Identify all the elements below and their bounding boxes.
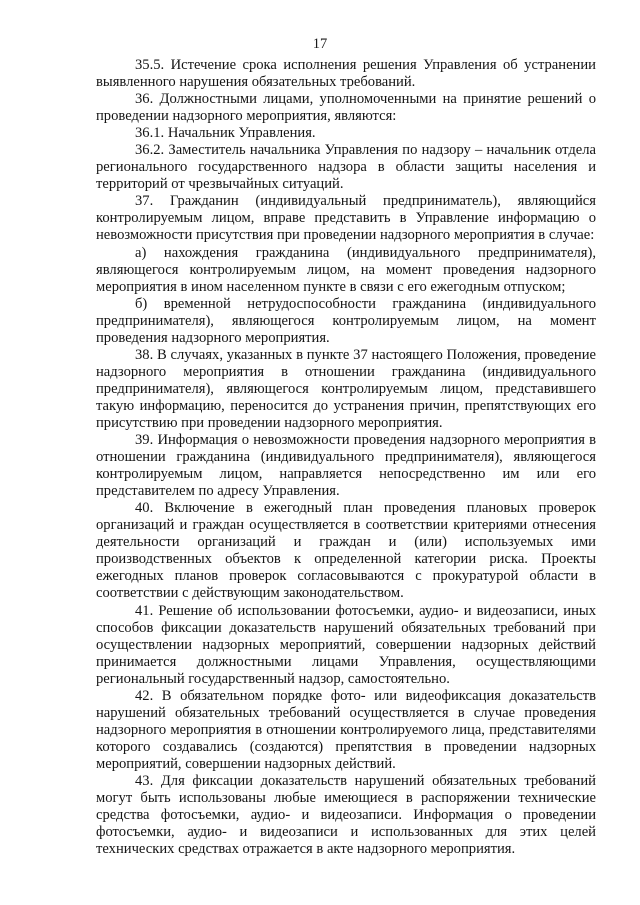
document-body xyxy=(96,57,596,858)
paragraph-43: 43. Для фиксации доказательств нарушений обязательных требований могут быть использованы любые имеющиеся в распоряжении технические средства фотосъемки, аудио- и видеозаписи. Информация о проведении фотосъемки, аудио- и видеозаписи и использованных для этих целей технических средствах отражается в акте надзорного мероприятия. xyxy=(96,772,596,858)
paragraph-41: 41. Решение об использовании фотосъемки, аудио- и видеозаписи, иных способов фиксации доказательств нарушений обязательных требований при осуществлении надзорных мероприятий, совершении надзорных действий принимается должностными лицами Управления, осуществляющими региональный государственный надзор, самостоятельно. xyxy=(96,602,596,687)
paragraph-37: 37. Гражданин (индивидуальный предприниматель), являющийся контролируемым лицом, вправе представить в Управление информацию о невозможности присутствия при проведении надзорного мероприятия в случае: xyxy=(96,193,596,244)
paragraph-36-2: 36.2. Заместитель начальника Управления по надзору – начальник отдела регионального государственного надзора в области защиты населения и территорий от чрезвычайных ситуаций. xyxy=(96,142,596,193)
paragraph-36: 36. Должностными лицами, уполномоченными на принятие решений о проведении надзорного мероприятия, являются: xyxy=(96,91,596,125)
paragraph-42: 42. В обязательном порядке фото- или видеофиксация доказательств нарушений обязательных требований осуществляется в случае проведения надзорного мероприятия в отношении контролируемого лица, представителями которого создавались (создаются) препятствия в проведении надзорных мероприятий, совершении надзорных действий. xyxy=(96,687,596,772)
page-number: 17 xyxy=(312,36,328,52)
paragraph-39: 39. Информация о невозможности проведения надзорного мероприятия в отношении гражданина (индивидуального предпринимателя), являющегося контролируемым лицом, направляется непосредственно им или его представителем по адресу Управления. xyxy=(96,432,596,500)
paragraph-36-1: 36.1. Начальник Управления. xyxy=(135,125,316,142)
paragraph-37-a: а) нахождения гражданина (индивидуального предпринимателя), являющегося контролируемым лицом, на момент проведения надзорного мероприятия в ином населенном пункте в связи с его ежегодным отпуском; xyxy=(96,244,596,295)
paragraph-38: 38. В случаях, указанных в пункте 37 настоящего Положения, проведение надзорного мероприятия в отношении гражданина (индивидуального предпринимателя), являющегося контролируемым лицом, представившего такую информацию, переносится до устранения причин, препятствующих его присутствию при проведении надзорного мероприятия. xyxy=(96,346,596,431)
paragraph-40: 40. Включение в ежегодный план проведения плановых проверок организаций и граждан осуществляется в соответствии критериями отнесения деятельности организаций и граждан и (или) используемых ими производственных объектов к определенной категории риска. Проекты ежегодных планов проверок согласовываются с прокуратурой области в соответствии с действующим законодательством. xyxy=(96,500,596,602)
paragraph-37-b: б) временной нетрудоспособности гражданина (индивидуального предпринимателя), являющегося контролируемым лицом, на момент проведения надзорного мероприятия. xyxy=(96,295,596,346)
paragraph-35-5: 35.5. Истечение срока исполнения решения Управления об устранении выявленного нарушения обязательных требований. xyxy=(96,57,596,91)
